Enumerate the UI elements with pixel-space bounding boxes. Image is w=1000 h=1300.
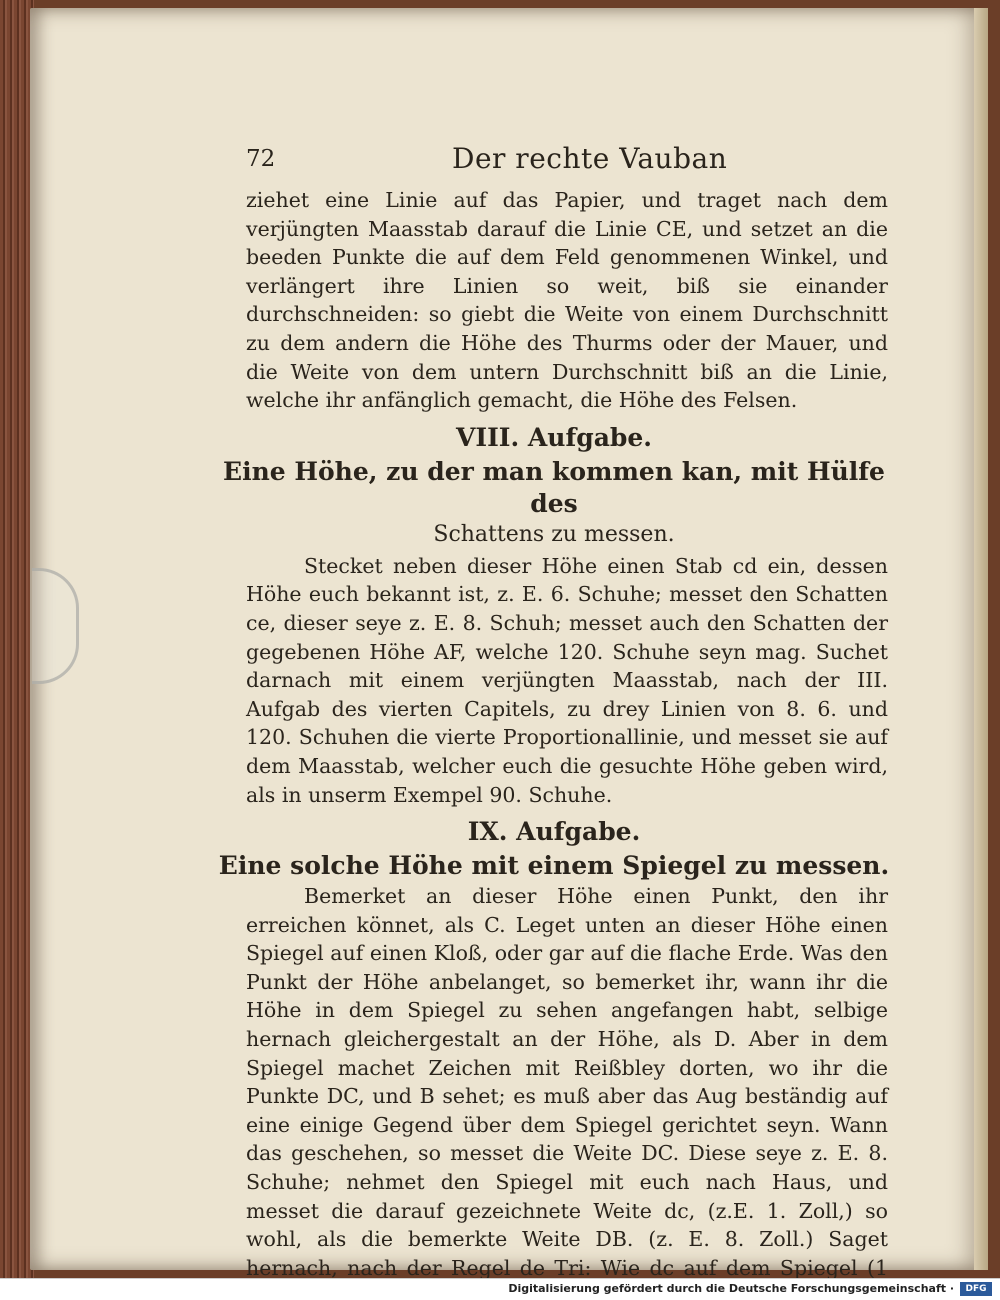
section-8-title-line1: Eine Höhe, zu der man kommen kan, mit Hülfe des <box>223 456 885 518</box>
section-9-title: Eine solche Höhe mit einem Spiegel zu messen. <box>218 851 890 881</box>
section-9-body: Bemerket an dieser Höhe einen Punkt, den ihr erreichen könnet, als C. Leget unten an dieser Höhe einen Spiegel auf einen Kloß, oder gar auf die flache Erde. Was den Punkt der Höhe anbelanget, so bemerket ihr, wann ihr die Höhe in dem Spiegel zu sehen angefangen habt, selbige hernach gleichergestalt an der Höhe, als D. Aber in dem Spiegel machet Zeichen mit Reißbley dorten, wo ihr die Punkte DC, und B sehet; es muß aber das Aug beständig auf eine einige Gegend über dem Spiegel gerichtet seyn. Wann das geschehen, so messet die Weite DC. Diese seye z. E. 8. Schuhe; nehmet den Spiegel mit euch nach Haus, und messet die darauf gezeichnete Weite dc, (z.E. 1. Zoll,) so wohl, als die bemerkte Weite DB. (z. E. 8. Zoll.) Saget hernach, nach der Regel de Tri: Wie dc auf dem Spiegel (1 <box>246 884 888 1278</box>
footer-text: Digitalisierung gefördert durch die Deutsche Forschungsgemeinschaft · <box>508 1282 954 1295</box>
running-head <box>214 140 894 186</box>
page-content <box>214 140 894 1278</box>
opening-paragraph: ziehet eine Linie auf das Papier, und traget nach dem verjüngten Maasstab darauf die Linie CE, und setzet an die beeden Punkte die auf dem Feld genommenen Winkel, und verlängert ihre Linien so weit, biß sie einander durchschneiden: so giebt die Weite von einem Durchschnitt zu dem andern die Höhe des Thurms oder der Mauer, und die Weite von dem untern Durchschnitt biß an die Linie, welche ihr anfänglich gemacht, die Höhe des Felsen. <box>246 188 888 413</box>
running-title: Der rechte Vauban <box>452 142 728 175</box>
book-spine-edge <box>0 0 34 1278</box>
section-8-body: Stecket neben dieser Höhe einen Stab cd ein, dessen Höhe euch bekannt ist, z. E. 6. Schuhe; messet den Schatten ce, dieser seye z. E. 8. Schuh; messet auch den Schatten der gegebenen Höhe AF, welche 120. Schuhe seyn mag. Suchet darnach mit einem verjüngten Maasstab, nach der III. Aufgab des vierten Capitels, zu drey Linien von 8. 6. und 120. Schuhen die vierte Proportionallinie, und messet sie auf dem Maasstab, welcher euch die gesuchte Höhe geben wird, als in unserm Exempel 90. Schuhe. <box>246 553 888 807</box>
page-clip <box>32 568 79 684</box>
page-number: 72 <box>246 146 276 172</box>
section-9-heading: IX. Aufgabe. <box>467 817 641 847</box>
dfg-logo: DFG <box>960 1282 992 1296</box>
section-8-title-line2: Schattens zu messen. <box>433 521 675 547</box>
section-8-heading: VIII. Aufgabe. <box>456 422 652 452</box>
digitization-footer <box>0 1278 1000 1300</box>
page-fore-edge <box>974 8 988 1270</box>
